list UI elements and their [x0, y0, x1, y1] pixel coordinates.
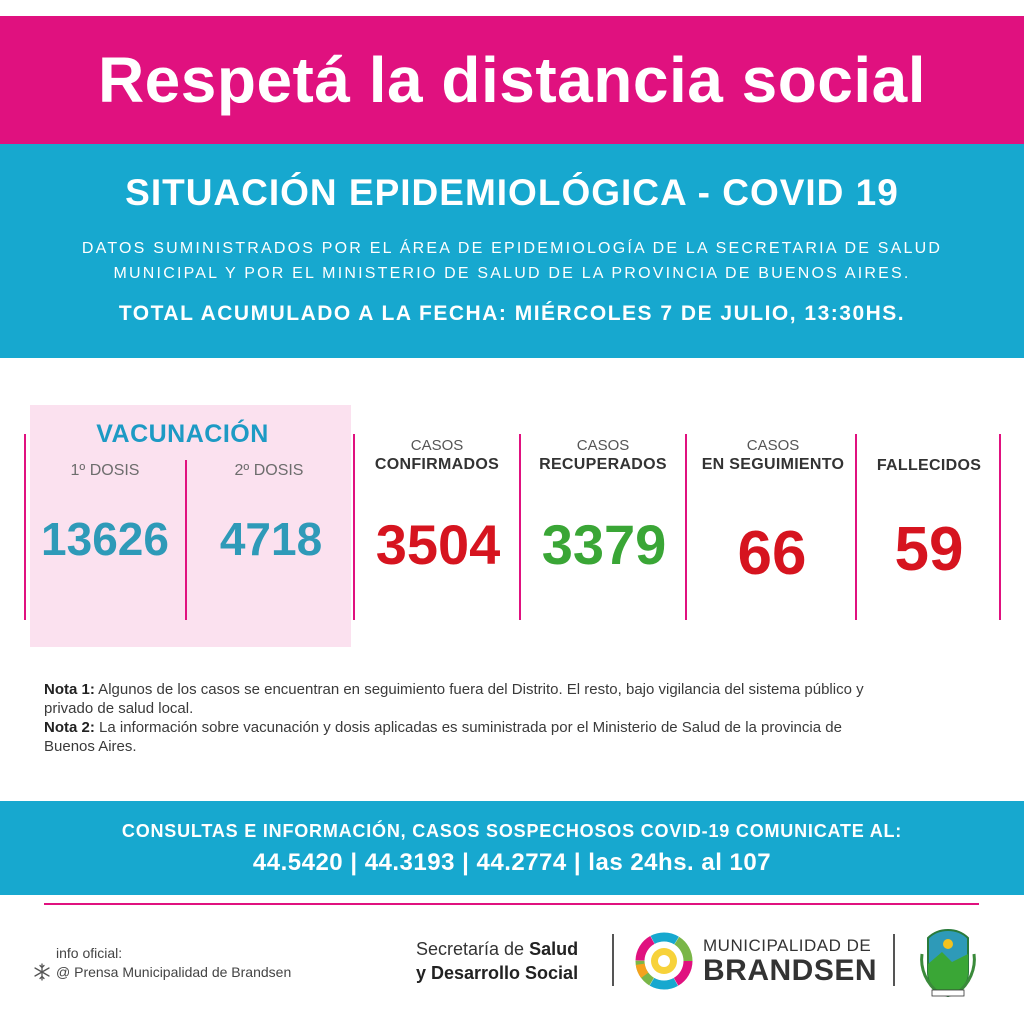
- secretaria-line1: [416, 937, 578, 961]
- divider-confirmed-end: [519, 434, 521, 620]
- deceased-value: 59: [894, 515, 964, 584]
- banner-title: Respetá la distancia social: [97, 44, 927, 116]
- deceased-label: [849, 456, 1009, 475]
- dose1-value: 13626: [41, 513, 169, 565]
- contact-phones: 44.5420 | 44.3193 | 44.2774 | las 24hs. al 107: [252, 849, 772, 876]
- situation-source: [0, 236, 1024, 286]
- info-handle-row: [32, 962, 291, 982]
- note1-label: Nota 1:: [44, 681, 95, 698]
- confirmed-label-top: CASOS: [410, 437, 464, 454]
- dose2-label: 2º DOSIS: [234, 462, 304, 479]
- recovered-label-top: CASOS: [576, 437, 630, 454]
- situation-source-line1: DATOS SUMINISTRADOS POR EL ÁREA DE EPIDEMIOLOGÍA DE LA SECRETARIA DE SALUD: [81, 240, 943, 257]
- divider-dose: [185, 460, 187, 620]
- recovered-label: [523, 436, 683, 474]
- secretaria-desarrollo: y Desarrollo Social: [416, 963, 579, 983]
- confirmed-label: [357, 436, 517, 474]
- info-oficial: [32, 944, 291, 982]
- deceased-label-bold: FALLECIDOS: [876, 457, 982, 474]
- secretaria-plain: Secretaría de: [416, 939, 530, 959]
- situation-total-date: TOTAL ACUMULADO A LA FECHA: MIÉRCOLES 7 DE JULIO, 13:30HS.: [118, 302, 906, 325]
- municipalidad-logo-text: [703, 936, 877, 986]
- notes: [44, 680, 874, 756]
- secretaria-line2: [416, 961, 578, 985]
- banner: [0, 16, 1024, 144]
- info-label: info oficial:: [56, 945, 123, 961]
- top-strip: [0, 0, 1024, 16]
- footer-divider: [44, 903, 979, 905]
- secretaria-label: [416, 937, 578, 985]
- snowflake-icon: [32, 962, 52, 982]
- divider-recovered-end: [685, 434, 687, 620]
- municipal-ring-logo: [633, 930, 695, 992]
- contact-panel: [0, 801, 1024, 895]
- contact-heading: CONSULTAS E INFORMACIÓN, CASOS SOSPECHOSOS COVID-19 COMUNICATE AL:: [121, 821, 903, 841]
- coat-of-arms-icon: [914, 924, 982, 1000]
- situation-panel: [0, 144, 1024, 358]
- info-handle: @ Prensa Municipalidad de Brandsen: [56, 964, 292, 980]
- note-1: [44, 680, 874, 718]
- dose2-value: 4718: [219, 513, 323, 565]
- vaccination-title: VACUNACIÓN: [96, 420, 269, 448]
- recovered-value: 3379: [541, 513, 667, 576]
- divider-vac-end: [353, 434, 355, 620]
- dose1-label: 1º DOSIS: [70, 462, 140, 479]
- note2-label: Nota 2:: [44, 719, 95, 736]
- monitoring-label: [692, 436, 854, 474]
- situation-source-line2: MUNICIPAL Y POR EL MINISTERIO DE SALUD DE LA PROVINCIA DE BUENOS AIRES.: [113, 265, 911, 282]
- muni-line1: MUNICIPALIDAD DE: [703, 936, 872, 955]
- confirmed-value: 3504: [375, 513, 501, 576]
- monitoring-value: 66: [737, 519, 807, 588]
- note-2: [44, 718, 874, 756]
- recovered-label-bold: RECUPERADOS: [539, 456, 667, 473]
- footer-separator-1: [612, 934, 614, 986]
- monitoring-label-top: CASOS: [746, 437, 800, 454]
- secretaria-salud: Salud: [529, 939, 579, 959]
- footer-separator-2: [893, 934, 895, 986]
- monitoring-label-bold: EN SEGUIMIENTO: [701, 456, 845, 473]
- note1-text: Algunos de los casos se encuentran en seguimiento fuera del Distrito. El resto, bajo vigilancia del sistema público y privado de salud local.: [44, 681, 864, 717]
- note2-text: La información sobre vacunación y dosis aplicadas es suministrada por el Ministerio de Salud de la provincia de Buenos Aires.: [44, 719, 842, 755]
- situation-title: SITUACIÓN EPIDEMIOLÓGICA - COVID 19: [125, 172, 899, 213]
- confirmed-label-bold: CONFIRMADOS: [374, 456, 500, 473]
- muni-line2: BRANDSEN: [703, 954, 878, 987]
